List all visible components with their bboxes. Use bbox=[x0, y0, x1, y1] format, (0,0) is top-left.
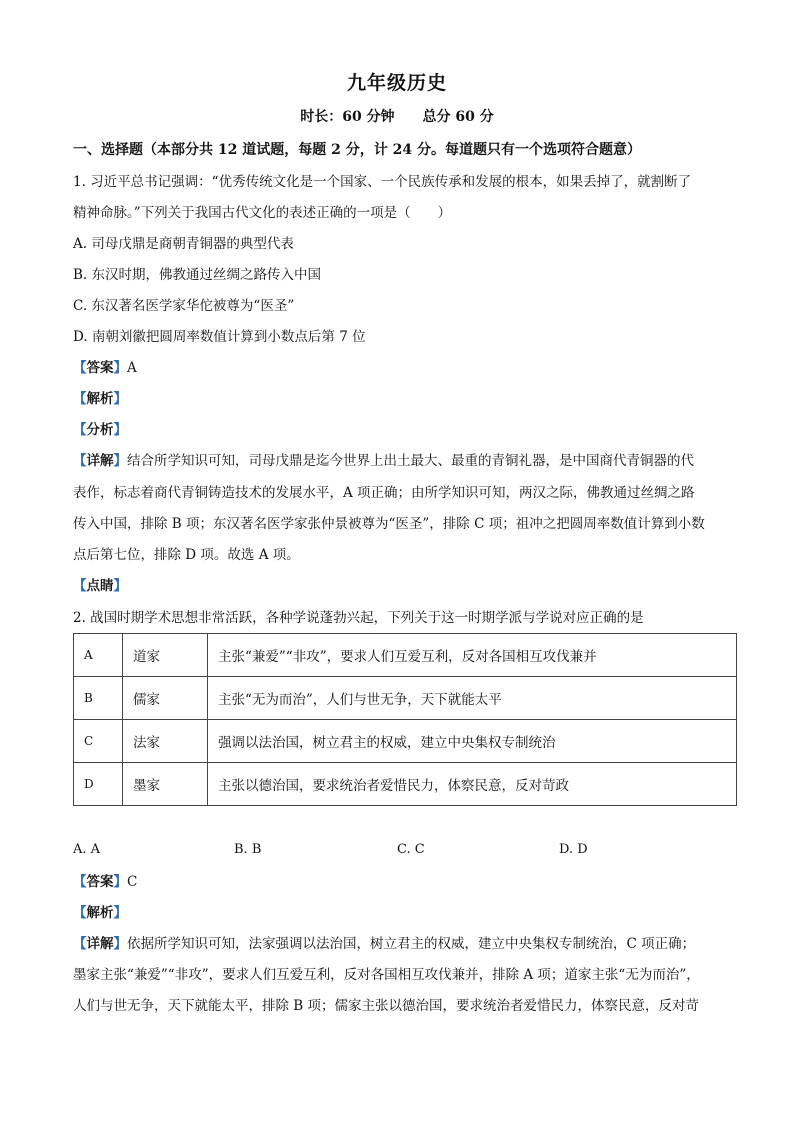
q1-dianjing-tag: 【点睛】 bbox=[73, 578, 127, 594]
row-letter: B bbox=[74, 677, 123, 720]
row-school: 法家 bbox=[123, 720, 208, 763]
q2-answer: 【答案】C bbox=[73, 874, 138, 890]
row-idea: 主张“无为而治”，人们与世无争，天下就能太平 bbox=[208, 677, 737, 720]
page-title: 九年级历史 bbox=[346, 72, 447, 94]
q2-choice-d: D. D bbox=[559, 842, 588, 857]
q1-fenxi-tag: 【分析】 bbox=[73, 422, 127, 438]
row-letter: A bbox=[74, 634, 123, 677]
table-row bbox=[74, 720, 737, 763]
q2-stem: 2. 战国时期学术思想非常活跃，各种学说蓬勃兴起，下列关于这一时期学派与学说对应正确的是 bbox=[73, 610, 644, 626]
q2-detail-line3: 人们与世无争，天下就能太平，排除 B 项；儒家主张以德治国，要求统治者爱惜民力，体察民意，反对苛 bbox=[73, 998, 700, 1014]
q1-option-a: A. 司母戊鼎是商朝青铜器的典型代表 bbox=[73, 236, 294, 252]
row-idea: 主张“兼爱”“非攻”，要求人们互爱互利，反对各国相互攻伐兼并 bbox=[208, 634, 737, 677]
q1-option-d: D. 南朝刘徽把圆周率数值计算到小数点后第 7 位 bbox=[73, 329, 366, 345]
row-letter: C bbox=[74, 720, 123, 763]
q1-detail-line2: 表作，标志着商代青铜铸造技术的发展水平，A 项正确；由所学知识可知，两汉之际，佛教通过丝绸之路 bbox=[73, 485, 695, 501]
q1-option-c: C. 东汉著名医学家华佗被尊为“医圣” bbox=[73, 298, 295, 314]
row-idea: 主张以德治国，要求统治者爱惜民力，体察民意，反对苛政 bbox=[208, 763, 737, 806]
q1-detail-line4: 点后第七位，排除 D 项。故选 A 项。 bbox=[73, 547, 300, 563]
q1-answer: 【答案】A bbox=[73, 360, 137, 376]
q2-detail-line2: 墨家主张“兼爱”“非攻”，要求人们互爱互利，反对各国相互攻伐兼并，排除 A 项；道家主张“无为而治”， bbox=[73, 967, 700, 983]
table-row bbox=[74, 763, 737, 806]
q2-analysis-tag: 【解析】 bbox=[73, 905, 127, 921]
row-school: 道家 bbox=[123, 634, 208, 677]
q1-detail-line3: 传入中国，排除 B 项；东汉著名医学家张仲景被尊为“医圣”，排除 C 项；祖冲之把圆周率数值计算到小数 bbox=[73, 516, 705, 532]
row-letter: D bbox=[74, 763, 123, 806]
q1-analysis-tag: 【解析】 bbox=[73, 391, 127, 407]
q1-stem-line1: 1. 习近平总书记强调：“优秀传统文化是一个国家、一个民族传承和发展的根本，如果丢掉了，就割断了 bbox=[73, 174, 692, 190]
q2-options-table bbox=[73, 633, 737, 806]
q1-stem-line2: 精神命脉。”下列关于我国古代文化的表述正确的一项是（ ） bbox=[73, 205, 452, 221]
table-row bbox=[74, 634, 737, 677]
exam-duration-score: 时长：60 分钟 总分 60 分 bbox=[300, 109, 494, 125]
q2-choice-a: A. A bbox=[73, 842, 101, 857]
q1-option-b: B. 东汉时期，佛教通过丝绸之路传入中国 bbox=[73, 267, 322, 283]
row-school: 墨家 bbox=[123, 763, 208, 806]
row-school: 儒家 bbox=[123, 677, 208, 720]
q2-choice-b: B. B bbox=[234, 842, 262, 857]
q2-detail-line1: 【详解】依据所学知识可知，法家强调以法治国，树立君主的权威，建立中央集权专制统治，C 项正确； bbox=[73, 936, 696, 952]
q1-detail-line1: 【详解】结合所学知识可知，司母戊鼎是迄今世界上出土最大、最重的青铜礼器，是中国商代青铜器的代 bbox=[73, 453, 694, 469]
section-heading: 一、选择题（本部分共 12 道试题，每题 2 分，计 24 分。每道题只有一个选项符合题意） bbox=[73, 142, 641, 158]
q2-choice-c: C. C bbox=[397, 842, 425, 857]
row-idea: 强调以法治国，树立君主的权威，建立中央集权专制统治 bbox=[208, 720, 737, 763]
table-row bbox=[74, 677, 737, 720]
